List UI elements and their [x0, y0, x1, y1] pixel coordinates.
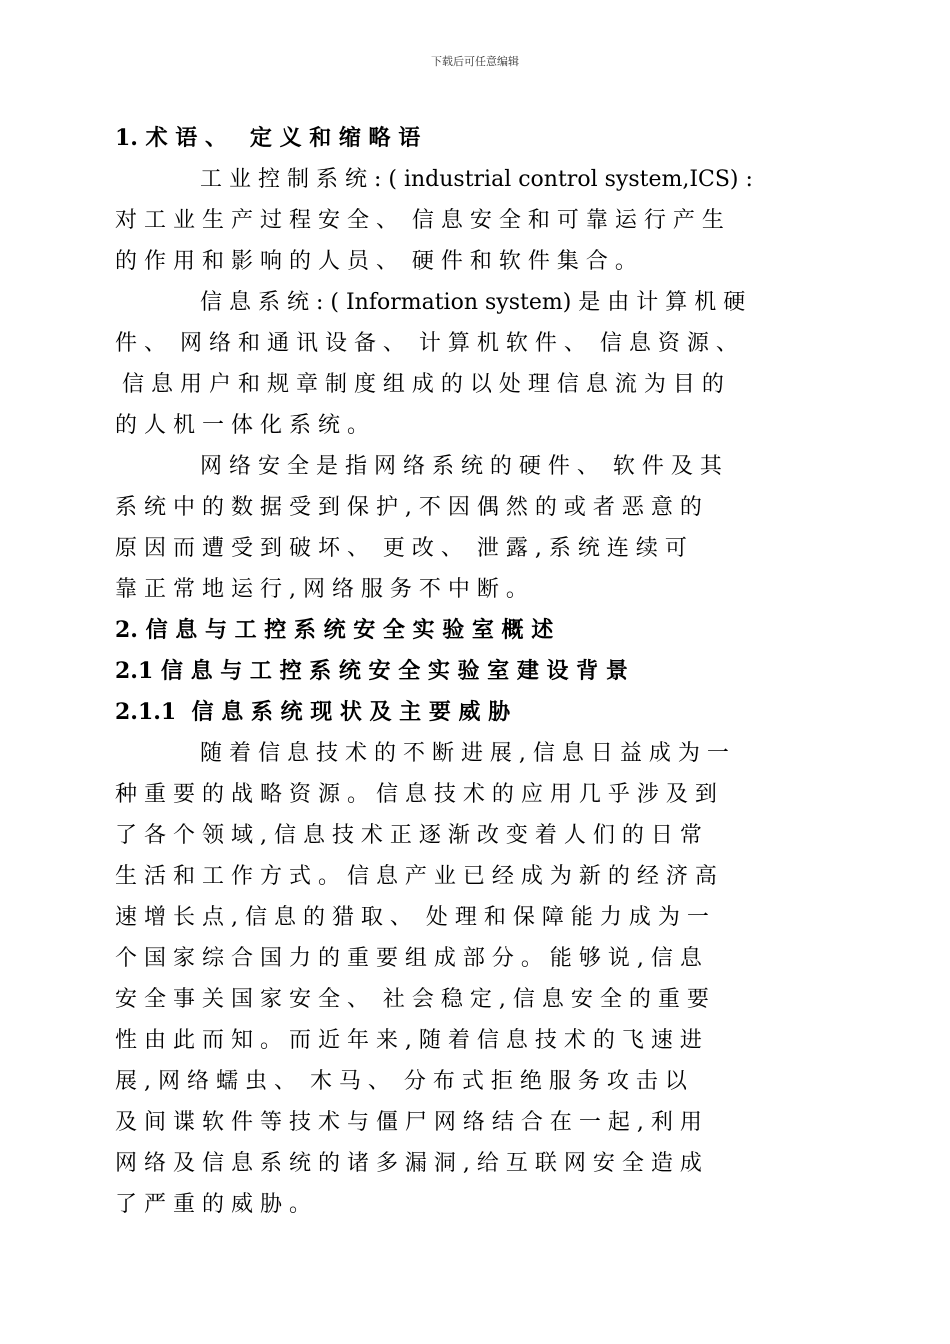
paragraph-line: 及 间 谍 软 件 等 技 术 与 僵 尸 网 络 结 合 在 一 起 , 利 用: [115, 1110, 702, 1135]
section-heading: 1. 术 语 、 定 义 和 缩 略 语: [115, 125, 421, 151]
paragraph-line: 随 着 信 息 技 术 的 不 断 进 展 , 信 息 日 益 成 为 一: [200, 741, 729, 766]
paragraph-line: 信 息 用 户 和 规 章 制 度 组 成 的 以 处 理 信 息 流 为 目 的: [115, 372, 724, 397]
paragraph-line: 安 全 事 关 国 家 安 全 、 社 会 稳 定 , 信 息 安 全 的 重 要: [115, 987, 709, 1012]
paragraph-line: 网 络 及 信 息 系 统 的 诸 多 漏 洞 , 给 互 联 网 安 全 造 成: [115, 1151, 702, 1176]
paragraph-line: 个 国 家 综 合 国 力 的 重 要 组 成 部 分 。 能 够 说 , 信 息: [115, 946, 702, 971]
paragraph-line: 速 增 长 点 , 信 息 的 猎 取 、 处 理 和 保 障 能 力 成 为 一: [115, 905, 709, 930]
watermark-text: 下载后可任意编辑: [431, 55, 519, 68]
paragraph-line: 原 因 而 遭 受 到 破 坏 、 更 改 、 泄 露 , 系 统 连 续 可: [115, 536, 687, 561]
paragraph-line: 了 各 个 领 域 , 信 息 技 术 正 逐 渐 改 变 着 人 们 的 日 常: [115, 823, 702, 848]
paragraph-line: 网 络 安 全 是 指 网 络 系 统 的 硬 件 、 软 件 及 其: [200, 454, 722, 479]
paragraph-line: 件 、 网 络 和 通 讯 设 备 、 计 算 机 软 件 、 信 息 资 源 、: [115, 331, 738, 356]
paragraph-line: 了 严 重 的 威 胁 。: [115, 1192, 311, 1217]
section-heading: 2. 信 息 与 工 控 系 统 安 全 实 验 室 概 述: [115, 617, 554, 643]
paragraph-line: 生 活 和 工 作 方 式 。 信 息 产 业 已 经 成 为 新 的 经 济 高: [115, 864, 717, 889]
paragraph-line: 的 人 机 一 体 化 系 统 。: [115, 413, 369, 438]
paragraph-line: 对 工 业 生 产 过 程 安 全 、 信 息 安 全 和 可 靠 运 行 产 生: [115, 208, 724, 233]
document-body: [115, 118, 855, 1225]
paragraph-line: 系 统 中 的 数 据 受 到 保 护 , 不 因 偶 然 的 或 者 恶 意 的: [115, 495, 702, 520]
section-heading: 2.1 信 息 与 工 控 系 统 安 全 实 验 室 建 设 背 景: [115, 658, 628, 684]
paragraph-line: 信 息 系 统 : ( Information system) 是 由 计 算 机 硬: [200, 290, 746, 315]
paragraph-line: 展 , 网 络 蠕 虫 、 木 马 、 分 布 式 拒 绝 服 务 攻 击 以: [115, 1069, 687, 1094]
paragraph-line: 靠 正 常 地 运 行 , 网 络 服 务 不 中 断 。: [115, 577, 528, 602]
paragraph-line: 种 重 要 的 战 略 资 源 。 信 息 技 术 的 应 用 几 乎 涉 及 到: [115, 782, 717, 807]
paragraph-line: 的 作 用 和 影 响 的 人 员 、 硬 件 和 软 件 集 合 。: [115, 249, 637, 274]
paragraph-line: 工 业 控 制 系 统 : ( industrial control system,ICS) :: [200, 167, 753, 192]
paragraph-line: 性 由 此 而 知 。 而 近 年 来 , 随 着 信 息 技 术 的 飞 速 进: [115, 1028, 702, 1053]
section-heading: 2.1.1 信 息 系 统 现 状 及 主 要 威 胁: [115, 699, 511, 725]
